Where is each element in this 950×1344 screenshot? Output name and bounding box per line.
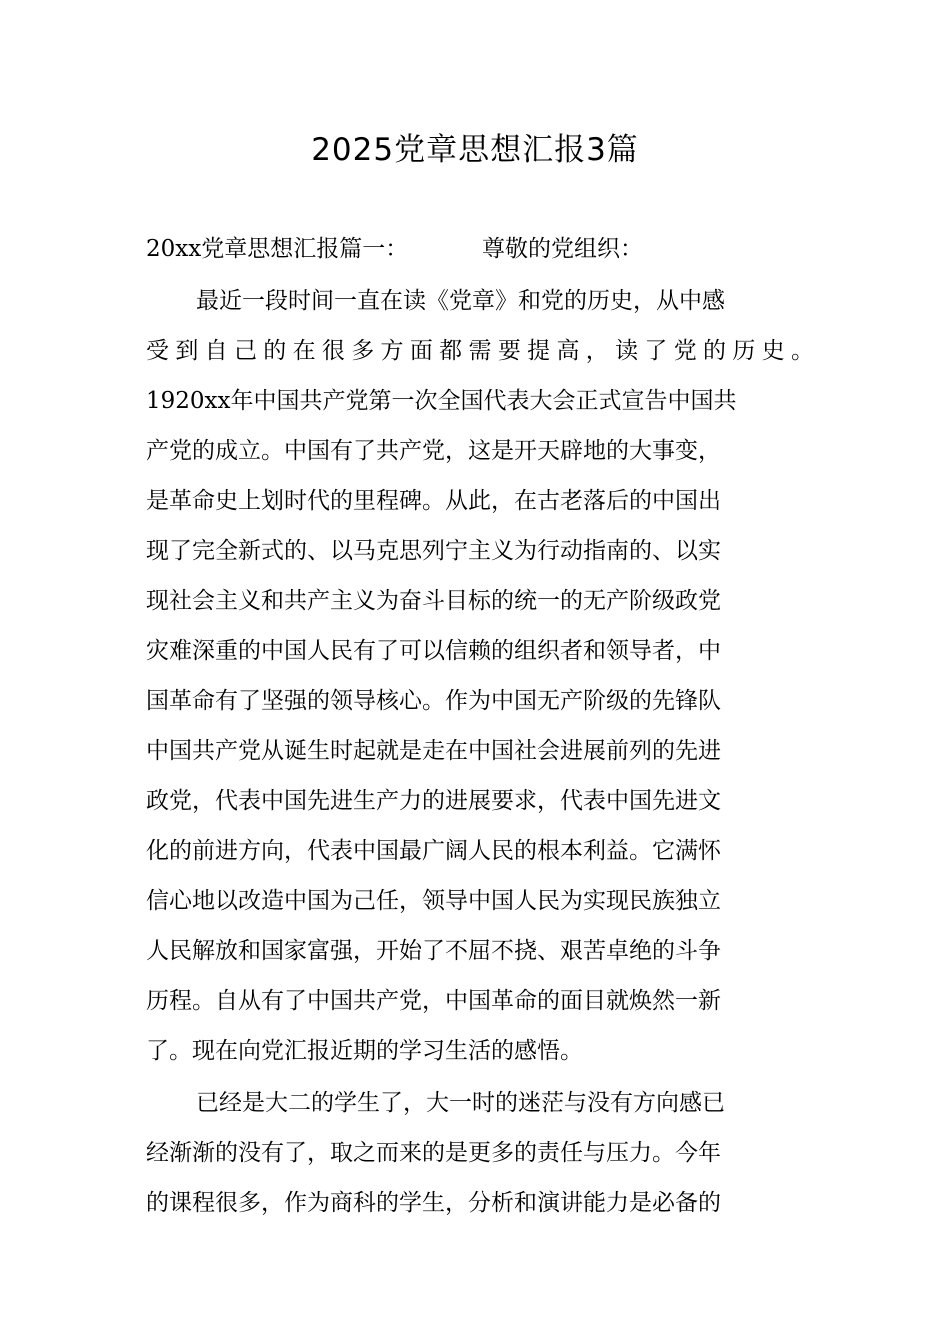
body-line: 经渐渐的没有了，取之而来的是更多的责任与压力。今年 [146, 1140, 721, 1166]
body-line: 了。现在向党汇报近期的学习生活的感悟。 [146, 1038, 583, 1064]
body-line: 现了完全新式的、以马克思列宁主义为行动指南的、以实 [146, 538, 721, 564]
section-heading: 20xx党章思想汇报篇一： [146, 236, 409, 262]
body-line: 已经是大二的学生了，大一时的迷茫与没有方向感已 [196, 1090, 725, 1116]
body-line: 现社会主义和共产主义为奋斗目标的统一的无产阶级政党 [146, 588, 721, 614]
body-line: 信心地以改造中国为己任，领导中国人民为实现民族独立 [146, 888, 721, 914]
body-line: 中国共产党从诞生时起就是走在中国社会进展前列的先进 [146, 738, 721, 764]
body-line: 国革命有了坚强的领导核心。作为中国无产阶级的先锋队 [146, 688, 721, 714]
body-line: 受到自己的在很多方面都需要提高，读了党的历史。 [146, 338, 814, 364]
salutation: 尊敬的党组织： [482, 236, 643, 262]
body-line: 人民解放和国家富强，开始了不屈不挠、艰苦卓绝的斗争 [146, 938, 721, 964]
body-line: 产党的成立。中国有了共产党，这是开天辟地的大事变， [146, 438, 721, 464]
body-line: 政党，代表中国先进生产力的进展要求，代表中国先进文 [146, 788, 721, 814]
body-line: 的课程很多，作为商科的学生，分析和演讲能力是必备的 [146, 1190, 721, 1216]
body-line: 化的前进方向，代表中国最广阔人民的根本利益。它满怀 [146, 838, 721, 864]
document-title: 2025党章思想汇报3篇 [311, 132, 639, 168]
body-line: 最近一段时间一直在读《党章》和党的历史，从中感 [196, 288, 725, 314]
body-line: 1920xx年中国共产党第一次全国代表大会正式宣告中国共 [146, 388, 737, 414]
body-line: 是革命史上划时代的里程碑。从此，在古老落后的中国出 [146, 488, 721, 514]
body-line: 历程。自从有了中国共产党，中国革命的面目就焕然一新 [146, 988, 721, 1014]
body-line: 灾难深重的中国人民有了可以信赖的组织者和领导者，中 [146, 638, 721, 664]
